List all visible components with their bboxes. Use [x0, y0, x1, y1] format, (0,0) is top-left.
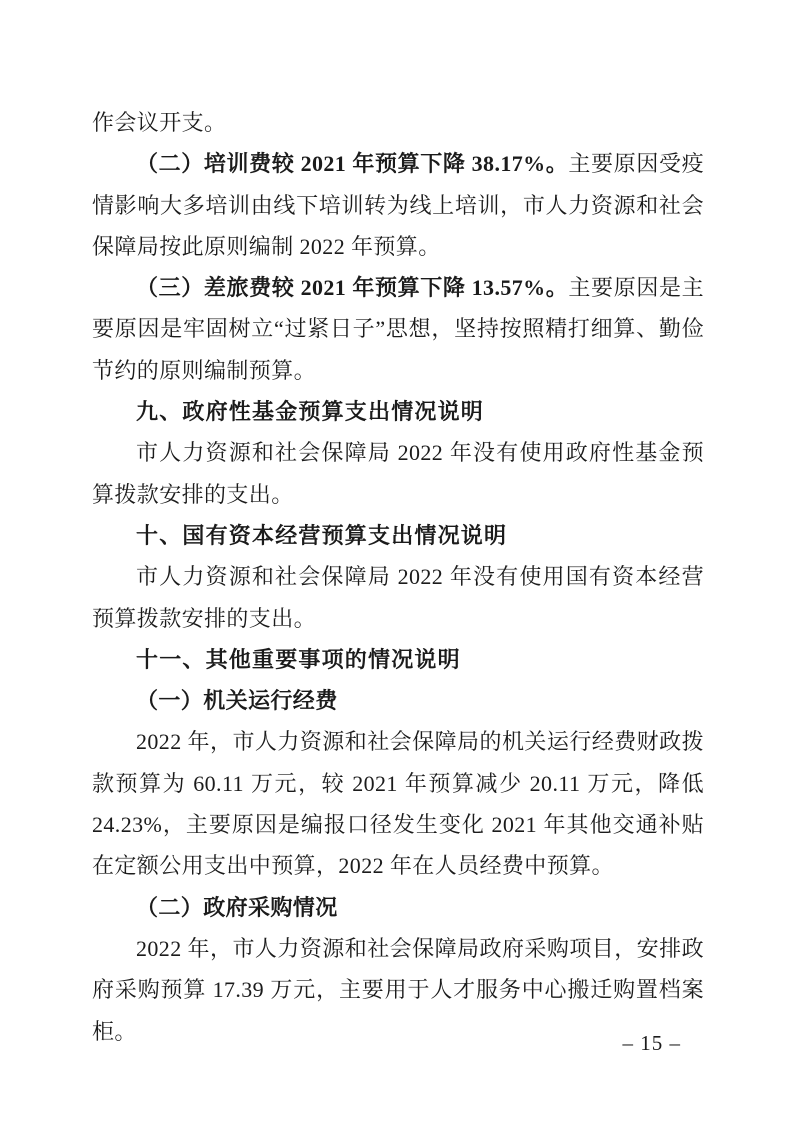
heading-text: 十一、其他重要事项的情况说明: [136, 646, 461, 672]
paragraph-continuation: [92, 102, 704, 143]
subheading-procurement: [92, 887, 704, 928]
heading-section-11: [92, 639, 704, 680]
body-text: 2022 年，市人力资源和社会保障局的机关运行经费财政拨款预算为 60.11 万元，较 2021 年预算减少 20.11 万元，降低 24.23%，主要原因是编报口径发生变化 2021 年其他交通补贴在定额公用支出中预算，2022 年在人员经费中预算。: [92, 729, 704, 879]
paragraph-operating-expense: [92, 721, 704, 886]
heading-section-9: [92, 391, 704, 432]
bold-lead-text: （三）差旅费较 2021 年预算下降 13.57%。: [136, 275, 569, 301]
page-number: – 15 –: [622, 1031, 681, 1055]
paragraph-gov-fund: [92, 432, 704, 515]
body-text: 市人力资源和社会保障局 2022 年没有使用国有资本经营预算拨款安排的支出。: [92, 564, 704, 631]
heading-text: 九、政府性基金预算支出情况说明: [136, 399, 485, 425]
document-body: [92, 102, 704, 1052]
body-text: 主要原因是主要原因是牢固树立“过紧日子”思想，坚持按照精打细算、勤俭节约的原则编制预算。: [92, 275, 705, 383]
bold-lead-text: （二）培训费较 2021 年预算下降 38.17%。: [136, 151, 569, 177]
body-text: 作会议开支。: [92, 110, 227, 135]
paragraph-procurement: [92, 928, 704, 1052]
subheading-text: （一）机关运行经费: [136, 688, 338, 714]
paragraph-training-fee: [92, 143, 704, 267]
body-text: 市人力资源和社会保障局 2022 年没有使用政府性基金预算拨款安排的支出。: [92, 440, 704, 507]
subheading-operating-expense: [92, 680, 704, 721]
body-text: 2022 年，市人力资源和社会保障局政府采购项目，安排政府采购预算 17.39 万元，主要用于人才服务中心搬迁购置档案柜。: [92, 935, 704, 1044]
paragraph-state-capital: [92, 556, 704, 639]
heading-section-10: [92, 515, 704, 556]
body-text: 主要原因受疫情影响大多培训由线下培训转为线上培训，市人力资源和社会保障局按此原则编制 2022 年预算。: [92, 151, 705, 259]
subheading-text: （二）政府采购情况: [136, 894, 338, 920]
heading-text: 十、国有资本经营预算支出情况说明: [136, 522, 508, 548]
paragraph-travel-fee: [92, 267, 704, 391]
